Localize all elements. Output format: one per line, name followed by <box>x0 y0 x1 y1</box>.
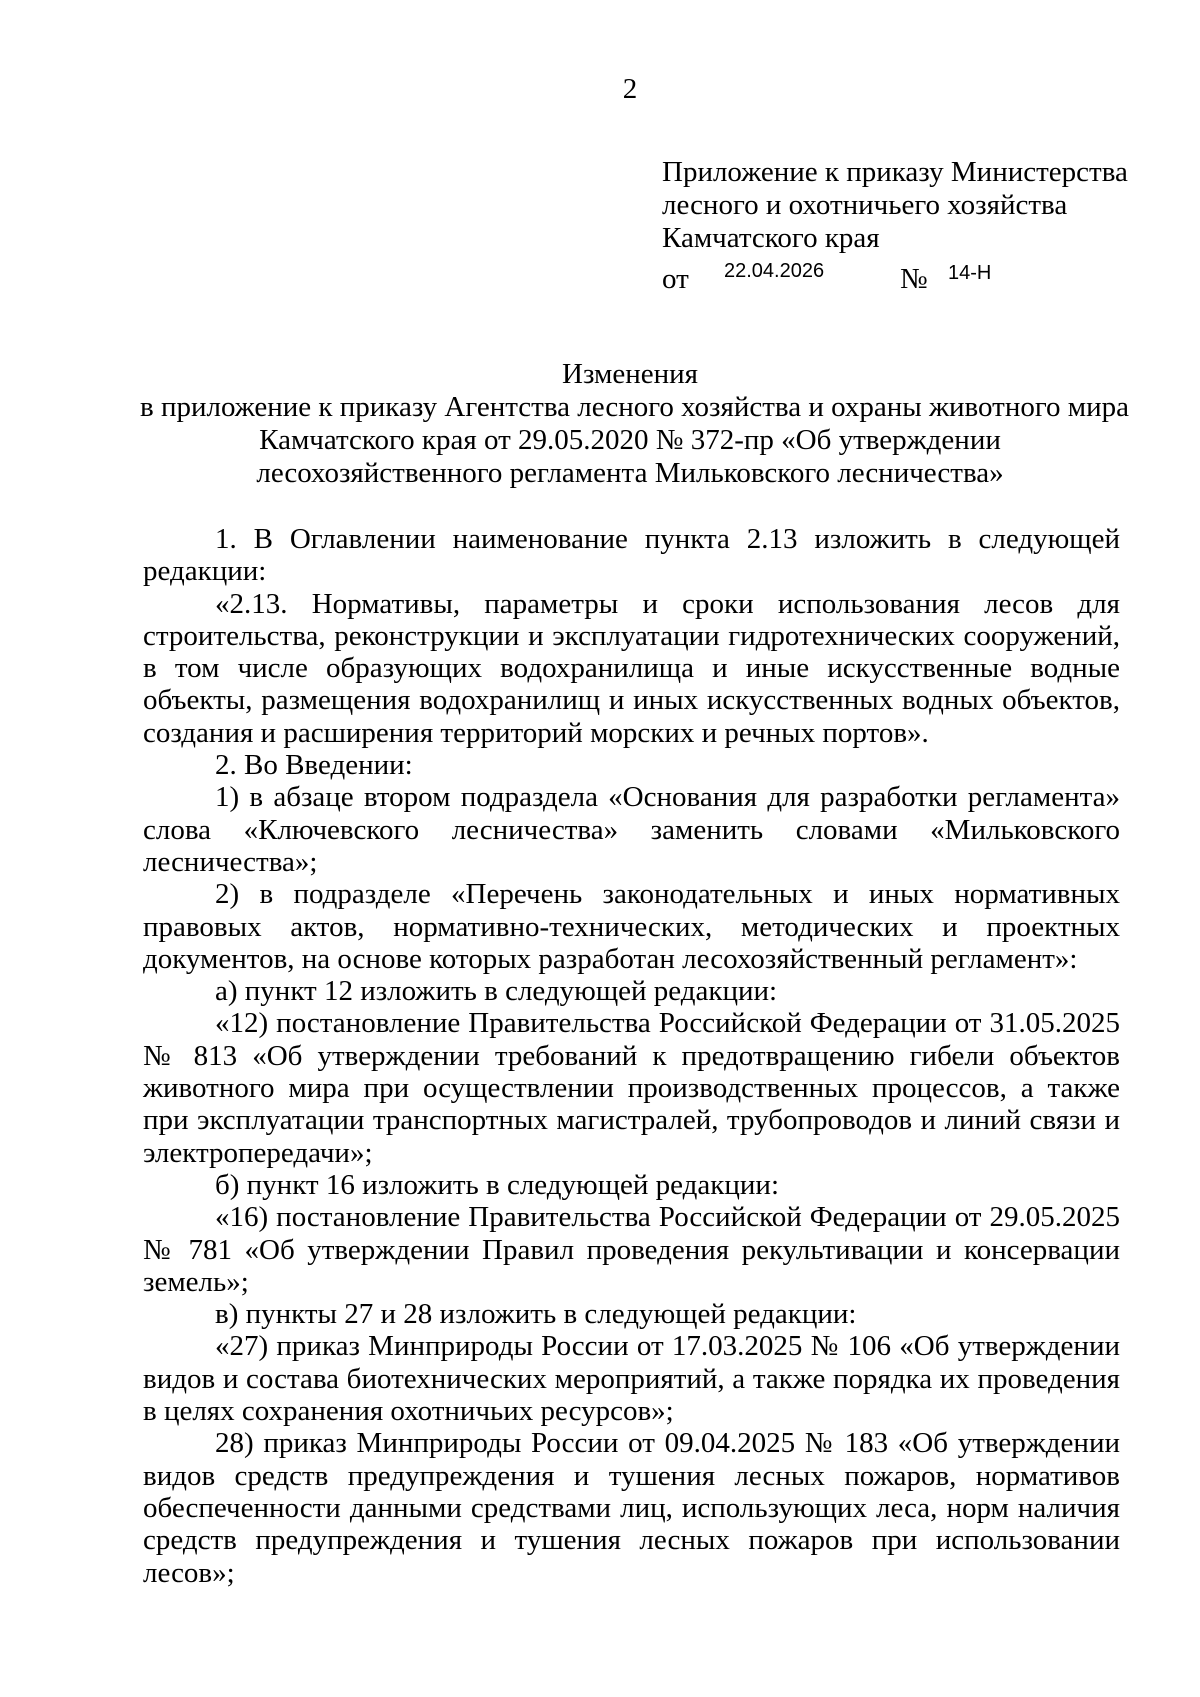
paragraph: 2. Во Введении: <box>215 749 413 782</box>
reference-prefix: от <box>662 263 689 295</box>
title-line: лесохозяйственного регламента Мильковского лесничества» <box>256 457 1004 489</box>
paragraph: «27) приказ Минприроды России от 17.03.2025 № 106 «Об утверждении видов и состава биотехнических мероприятий, а также порядка их проведения в целях сохранения охотничьих ресурсов»; <box>143 1330 1120 1428</box>
paragraph: 1) в абзаце втором подраздела «Основания для разработки регламента» слова «Ключевского лесничества» заменить словами «Мильковского лесничества»; <box>143 781 1120 878</box>
paragraph: «16) постановление Правительства Российской Федерации от 29.05.2025 № 781 «Об утверждении Правил проведения рекультивации и консервации земель»; <box>143 1201 1120 1298</box>
document-body <box>143 523 1120 1589</box>
page-number: 2 <box>622 73 638 105</box>
paragraph: 2) в подразделе «Перечень законодательных и иных нормативных правовых актов, нормативно-технических, методических и проектных документов, на основе которых разработан лесохозяйственный регламент»: <box>143 878 1120 975</box>
reference-number-sign: № <box>900 263 928 295</box>
title-line: Изменения <box>562 358 698 390</box>
paragraph: 28) приказ Минприроды России от 09.04.2025 № 183 «Об утверждении видов средств предупреждения и тушения лесных пожаров, нормативов обеспеченности данными средствами лиц, использующих леса, норм наличия средств предупреждения и тушения лесных пожаров при использовании лесов»; <box>143 1427 1120 1589</box>
document-title <box>140 358 1130 490</box>
appendix-block <box>662 156 1142 295</box>
appendix-reference <box>662 255 1142 295</box>
paragraph: «2.13. Нормативы, параметры и сроки использования лесов для строительства, реконструкции и эксплуатации гидротехнических сооружений, в том числе образующих водохранилища и иные искусственные водные объекты, размещения водохранилищ и иных искусственных водных объектов, создания и расширения территорий морских и речных портов». <box>143 587 1120 749</box>
paragraph: в) пункты 27 и 28 изложить в следующей редакции: <box>215 1298 857 1331</box>
title-line: Камчатского края от 29.05.2020 № 372-пр «Об утверждении <box>259 424 1001 456</box>
reference-number: 14-Н <box>948 262 992 284</box>
paragraph: б) пункт 16 изложить в следующей редакции: <box>215 1168 779 1201</box>
title-line: в приложение к приказу Агентства лесного хозяйства и охраны животного мира <box>140 391 1130 423</box>
paragraph: «12) постановление Правительства Российской Федерации от 31.05.2025 № 813 «Об утверждении требований к предотвращению гибели объектов животного мира при осуществлении производственных процессов, а также при эксплуатации транспортных магистралей, трубопроводов и линий связи и электропередачи»; <box>143 1007 1120 1169</box>
appendix-line: Приложение к приказу Министерства <box>662 156 1128 188</box>
appendix-line: Камчатского края <box>662 222 880 254</box>
paragraph: а) пункт 12 изложить в следующей редакции: <box>215 975 778 1008</box>
paragraph: 1. В Оглавлении наименование пункта 2.13 изложить в следующей редакции: <box>143 523 1120 588</box>
appendix-line: лесного и охотничьего хозяйства <box>662 189 1068 221</box>
reference-date: 22.04.2026 <box>724 260 825 282</box>
